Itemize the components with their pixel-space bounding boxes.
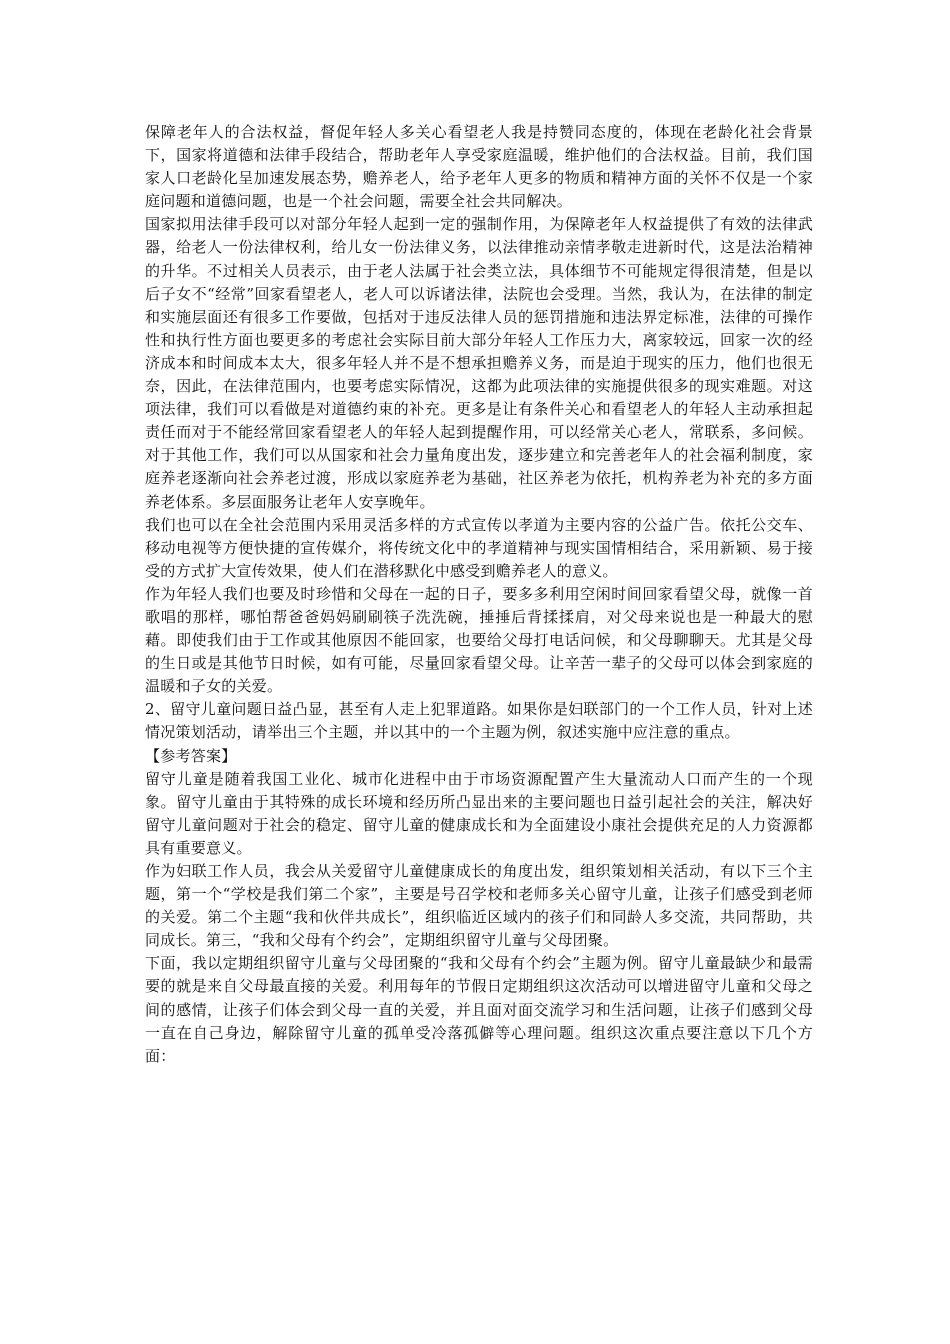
paragraph-theme-example: 下面，我以定期组织留守儿童与父母团聚的“我和父母有个约会”主题为例。留守儿童最缺少和最需要的就是来自父母最直接的关爱。利用每年的节假日定期组织这次活动可以增进留守儿童和父母之间的感情，让孩子们体会到父母一直的关爱，并且面对面交流学习和生活问题，让孩子们感到父母一直在自己身边，解除留守儿童的孤单受冷落孤僻等心理问题。组织这次重点要注意以下几个方面： — [145, 954, 813, 1065]
document-body — [145, 121, 813, 1068]
paragraph-young-people: 作为年轻人我们也要及时珍惜和父母在一起的日子，要多多利用空闲时间回家看望父母，就像一首歌唱的那样，哪怕帮爸爸妈妈刷刷筷子洗洗碗，捶捶后背揉揉肩，对父母来说也是一种最大的慰藉。即使我们由于工作或其他原因不能回家，也要给父母打电话问候，和父母聊聊天。尤其是父母的生日或是其他节日时候，如有可能，尽量回家看望父母。让辛苦一辈子的父母可以体会到家庭的温暖和子女的关爱。 — [145, 584, 813, 696]
paragraph-elderly-rights: 保障老年人的合法权益，督促年轻人多关心看望老人我是持赞同态度的，体现在老龄化社会背景下，国家将道德和法律手段结合，帮助老年人享受家庭温暖，维护他们的合法权益。目前，我们国家人口老龄化呈加速发展态势，赡养老人，给予老年人更多的物质和精神方面的关怀不仅是一个家庭问题和道德问题，也是一个社会问题，需要全社会共同解决。 — [145, 123, 813, 211]
paragraph-answer-intro: 留守儿童是随着我国工业化、城市化进程中由于市场资源配置产生大量流动人口而产生的一个现象。留守儿童由于其特殊的成长环境和经历所凸显出来的主要问题也日益引起社会的关注，解决好留守儿童问题对于社会的稳定、留守儿童的健康成长和为全面建设小康社会提供充足的人力资源都具有重要意义。 — [145, 769, 813, 857]
paragraph-legal-means: 国家拟用法律手段可以对部分年轻人起到一定的强制作用，为保障老年人权益提供了有效的法律武器，给老人一份法律权利，给儿女一份法律义务，以法律推动亲情孝敬走进新时代，这是法治精神的升华。不过相关人员表示，由于老人法属于社会类立法，具体细节不可能规定得很清楚，但是以后子女不“经常”回家看望老人，老人可以诉诸法律，法院也会受理。当然，我认为，在法律的制定和实施层面还有很多工作要做，包括对于违反法律人员的惩罚措施和违法界定标准，法律的可操作性和执行性方面也要更多的考虑社会实际目前大部分年轻人工作压力大，离家较远，回家一次的经济成本和时间成本太大，很多年轻人并不是不想承担赡养义务，而是迫于现实的压力，他们也很无奈，因此，在法律范围内，也要考虑实际情况，这都为此项法律的实施提供很多的现实难题。对这项法律，我们可以看做是对道德约束的补充。更多是让有条件关心和看望老人的年轻人主动承担起责任而对于不能经常回家看望老人的年轻人起到提醒作用，可以经常关心老人，常联系，多问候。对于其他工作，我们可以从国家和社会力量角度出发，逐步建立和完善老年人的社会福利制度，家庭养老逐渐向社会养老过渡，形成以家庭养老为基础，社区养老为依托，机构养老为补充的多方面养老体系。多层面服务让老年人安享晚年。 — [145, 215, 813, 511]
question-left-behind-children: 2、留守儿童问题日益凸显，甚至有人走上犯罪道路。如果你是妇联部门的一个工作人员，针对上述情况策划活动，请举出三个主题，并以其中的一个主题为例，叙述实施中应注意的重点。 — [145, 700, 813, 742]
reference-answer-heading: 【参考答案】 — [145, 746, 237, 765]
paragraph-three-themes: 作为妇联工作人员，我会从关爱留守儿童健康成长的角度出发，组织策划相关活动，有以下三个主题，第一个“学校是我们第二个家”，主要是号召学校和老师多关心留守儿童，让孩子们感受到老师的关爱。第二个主题“我和伙伴共成长”，组织临近区域内的孩子们和同龄人多交流，共同帮助，共同成长。第三，“我和父母有个约会”，定期组织留守儿童与父母团聚。 — [145, 862, 813, 950]
paragraph-public-ads: 我们也可以在全社会范围内采用灵活多样的方式宣传以孝道为主要内容的公益广告。依托公交车、移动电视等方便快捷的宣传媒介，将传统文化中的孝道精神与现实国情相结合，采用新颖、易于接受的方式扩大宣传效果，使人们在潜移默化中感受到赡养老人的意义。 — [145, 515, 813, 580]
